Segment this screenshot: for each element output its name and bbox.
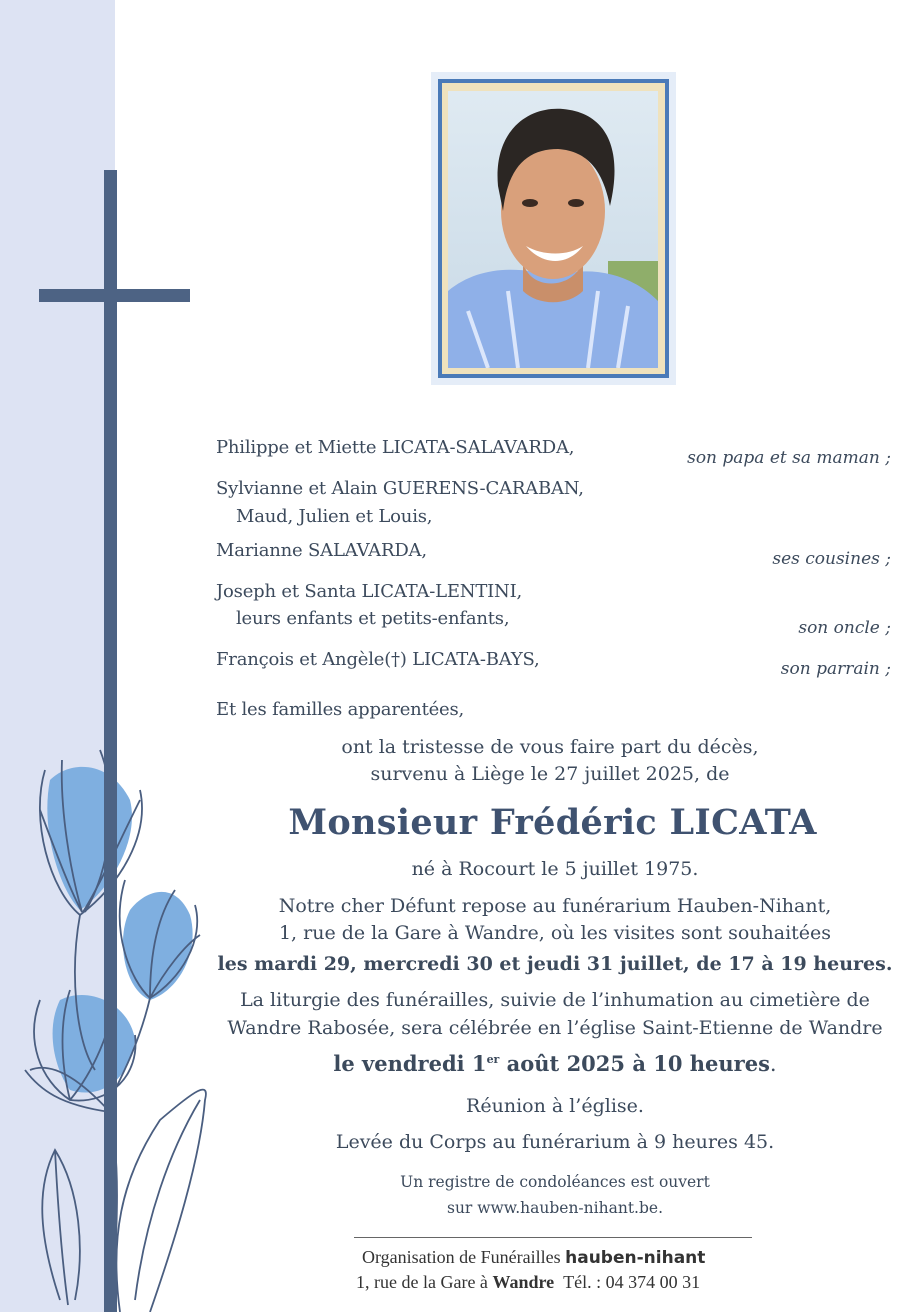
funeral-date-sup: er (486, 1053, 500, 1066)
funeral-date-pre: le vendredi 1 (333, 1051, 487, 1076)
visits-line-1: Notre cher Défunt repose au funérarium Hauben-Nihant, (278, 895, 832, 917)
announcement-line-1: ont la tristesse de vous faire part du décès, (341, 736, 759, 758)
cross-vertical (104, 170, 117, 1312)
cross-horizontal (39, 289, 190, 302)
meeting-info: Réunion à l’église. (466, 1095, 644, 1117)
registry-line-2: sur www.hauben-nihant.be. (446, 1199, 663, 1217)
footer-brand-logo: hauben-nihant (565, 1248, 706, 1268)
relation-cousins: ses cousines ; (772, 549, 891, 569)
deceased-name: Monsieur Frédéric LICATA (288, 802, 817, 843)
funeral-date (205, 1051, 905, 1076)
footer-phone: Tél. : 04 374 00 31 (563, 1272, 701, 1292)
levee-info: Levée du Corps au funérarium à 9 heures 45. (335, 1131, 775, 1153)
family-line-1: Philippe et Miette LICATA-SALAVARDA, (216, 437, 575, 458)
family-line-4: Joseph et Santa LICATA-LENTINI, (216, 581, 523, 602)
footer-address-pre: 1, rue de la Gare à (356, 1272, 493, 1292)
funeral-line-1: La liturgie des funérailles, suivie de l’inhumation au cimetière de (240, 989, 870, 1011)
registry-line-1: Un registre de condoléances est ouvert (400, 1173, 710, 1191)
funeral-line-2: Wandre Rabosée, sera célébrée en l’église Saint-Etienne de Wandre (227, 1017, 883, 1039)
announcement-line-2: survenu à Liège le 27 juillet 2025, de (370, 763, 730, 785)
family-line-4-sub: leurs enfants et petits-enfants, (236, 608, 510, 629)
family-line-2: Sylvianne et Alain GUERENS-CARABAN, (216, 478, 584, 499)
birth-info: né à Rocourt le 5 juillet 1975. (411, 858, 699, 880)
footer-town: Wandre (492, 1272, 555, 1292)
funeral-date-post: août 2025 à 10 heures (499, 1051, 770, 1076)
family-line-3: Marianne SALAVARDA, (216, 540, 427, 561)
visits-line-2: 1, rue de la Gare à Wandre, où les visites sont souhaitées (278, 922, 832, 944)
relation-uncle: son oncle ; (798, 618, 891, 638)
family-line-6: Et les familles apparentées, (216, 699, 465, 720)
funeral-date-end: . (769, 1052, 777, 1076)
relation-parents: son papa et sa maman ; (687, 448, 891, 468)
footer-address (356, 1272, 756, 1293)
family-line-5: François et Angèle(†) LICATA-BAYS, (216, 649, 540, 670)
footer-divider (354, 1237, 752, 1238)
footer-org-label: Organisation de Funérailles (362, 1247, 561, 1267)
relation-godfather: son parrain ; (780, 659, 891, 679)
family-line-2-sub: Maud, Julien et Louis, (236, 506, 433, 527)
footer-org (362, 1247, 762, 1268)
deceased-portrait-photo (448, 91, 658, 368)
visits-dates: les mardi 29, mercredi 30 et jeudi 31 juillet, de 17 à 19 heures. (217, 953, 893, 975)
